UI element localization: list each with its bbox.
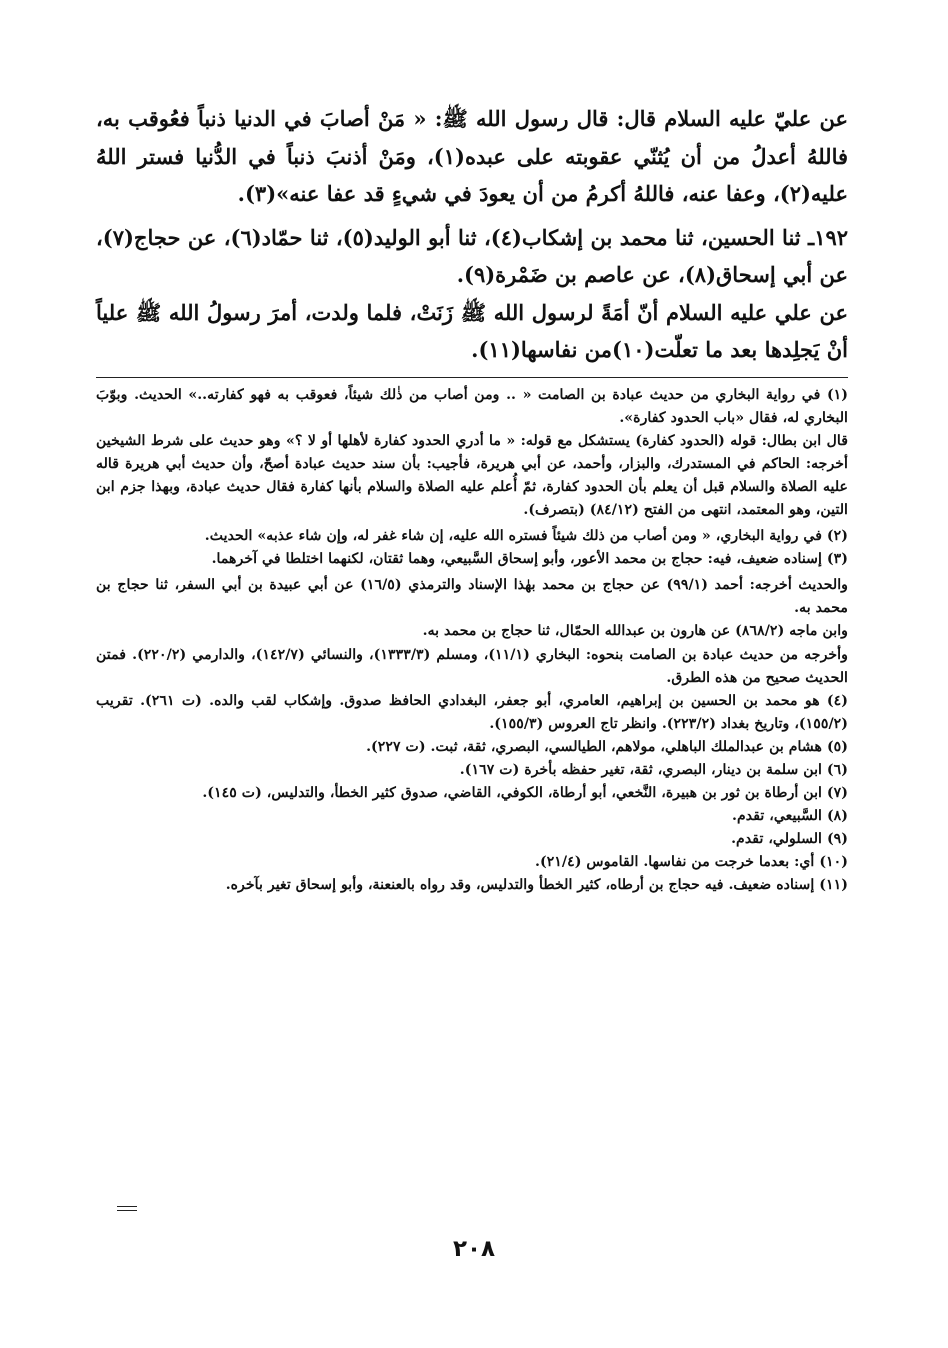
hadith-192-matn: عن علي عليه السلام أنّ أمَةً لرسول الله ﷺ زَنَتْ، فلما ولدت، أمرَ رسولُ الله ﷺ علياً أنْ يَجلِدها بعد ما تعلّت(١٠)من نفاسها(١١).: [96, 299, 848, 362]
footnote-divider: [96, 377, 848, 378]
footnote-8: (٨) السَّبيعي، تقدم.: [732, 808, 848, 825]
footnote-7: (٧) ابن أرطاة بن ثور بن هبيرة، النَّخعي، أبو أرطاة، الكوفي، القاضي، صدوق كثير الخطأ، والتدليس، (ت ١٤٥).: [202, 785, 848, 802]
footnote-3-ubadah: وأخرجه من حديث عبادة بن الصامت بنحوه: البخاري (١١/١)، ومسلم (١٣٣٣/٣)، والنسائي (١٤٢/٧)، والدارمي (٢٢٠/٢). فمتن الحديث صحيح من هذه الطرق.: [96, 646, 848, 686]
footnote-3-ibn-majah: وابن ماجه (٨٦٨/٢) عن هارون بن عبدالله الحمّال، ثنا حجاج بن محمد به.: [422, 623, 848, 640]
footnote-3: (٣) إسناده ضعيف، فيه: حجاج بن محمد الأعور، وأبو إسحاق السَّبيعي، وهما ثقتان، لكنهما اختلطا في آخرهما.: [211, 551, 848, 568]
footnote-5: (٥) هشام بن عبدالملك الباهلي، مولاهم، الطيالسي، البصري، ثقة، ثبت. (ت ٢٢٧).: [366, 738, 848, 755]
footnote-10: (١٠) أي: بعدما خرجت من نفاسها. القاموس (٢١/٤).: [535, 854, 848, 871]
footnote-3-takhrij: والحديث أخرجه: أحمد (٩٩/١) عن حجاج بن محمد بهٰذا الإسناد والترمذي (١٦/٥) عن أبي عبيدة بن أبي السفر، ثنا حجاج بن محمد به.: [96, 577, 848, 617]
footnotes-block: [96, 384, 848, 898]
footnote-2: (٢) في رواية البخاري، « ومن أصاب من ذلك شيئاً فستره الله عليه، إن شاء غفر له، وإن شاء عذبه» الحديث.: [204, 528, 848, 545]
hadith-192-isnad: ١٩٢ـ ثنا الحسين، ثنا محمد بن إشكاب(٤)، ثنا أبو الوليد(٥)، ثنا حمّاد(٦)، عن حجاج(٧)، عن أبي إسحاق(٨)، عن عاصم بن ضَمْرة(٩).: [96, 224, 849, 287]
footnote-9: (٩) السلولي، تقدم.: [731, 831, 848, 848]
main-text-block: [96, 100, 848, 369]
footnote-1: (١) في رواية البخاري من حديث عبادة بن الصامت « .. ومن أصاب من ذٰلك شيئاً، فعوقب به فهو كفارته..» الحديث. وبوّبَ البخاري له، فقال «باب الحدود كفارة».: [96, 386, 848, 426]
page-number: ٢٠٨: [452, 1236, 496, 1262]
footnote-4: (٤) هو محمد بن الحسين بن إبراهيم، العامري، أبو جعفر، البغدادي الحافظ صدوق. وإشكاب لقب والده. (ت ٢٦١). تقريب (١٥٥/٢)، وتاريخ بغداد (٢٢٣/٢). وانظر تاج العروس (١٥٥/٣).: [96, 692, 848, 732]
hadith-191-text: عن عليّ عليه السلام قال: قال رسول الله ﷺ: « مَنْ أصابَ في الدنيا ذنباً فعُوقب به، فاللهُ أعدلُ من أن يُثنّي عقوبته على عبده(١)، ومَنْ أذنبَ ذنباً في الدُّنيا فستر اللهُ عليه(٢)، وعفا عنه، فاللهُ أكرمُ من أن يعودَ في شيءٍ قد عفا عنه»(٣).: [96, 106, 849, 206]
footnote-6: (٦) ابن سلمة بن دينار، البصري، ثقة، تغير حفظه بأخرة (ت ١٦٧).: [459, 762, 848, 778]
footnote-1-continued: قال ابن بطال: قوله (الحدود كفارة) يستشكل مع قوله: « ما أدري الحدود كفارة لأهلها أو لا ؟» وهو حديث على شرط الشيخين أخرجه: الحاكم في المستدرك، والبزار، وأحمد، عن أبي هريرة، فأجيب: بأن سند حديث عبادة أصحّ، وأن حديث أبي هريرة قاله عليه الصلاة والسلام قبل أن يعلم بأن الحدود كفارة، ثمّ أُعلم عليه الصلاة والسلام بأنها كفارة فقال حديث عبادة، وبهذا جزم ابن التين، وهو المعتمد، انتهى من الفتح (٨٤/١٢) (بتصرف).: [96, 432, 848, 518]
footnote-11: (١١) إسناده ضعيف. فيه حجاج بن أرطاه، كثير الخطأ والتدليس، وقد رواه بالعنعنة، وأبو إسحاق تغير بآخره.: [225, 877, 848, 894]
continuation-mark: [117, 1206, 137, 1214]
page-body: [96, 100, 848, 898]
